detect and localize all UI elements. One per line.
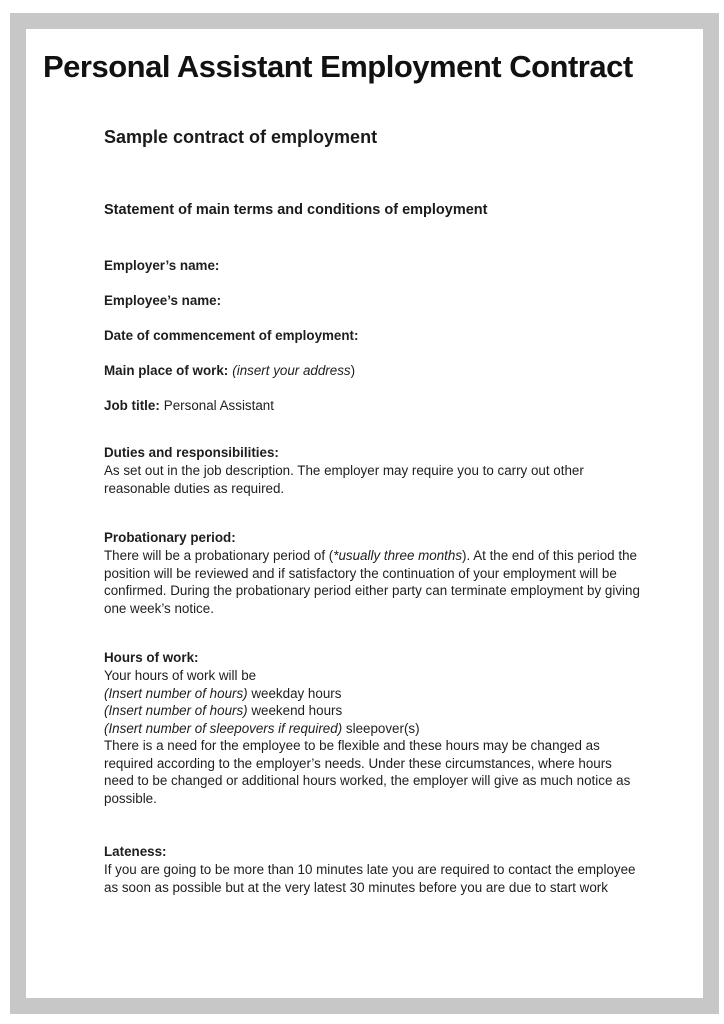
contract-subtitle: Sample contract of employment: [104, 127, 378, 147]
hours-line-weekend: [104, 702, 644, 720]
field-label: Main place of work:: [104, 363, 229, 378]
field-placeholder-close: ): [350, 363, 356, 378]
page-frame: [10, 13, 719, 1014]
contract-page: [26, 29, 703, 998]
duties-heading: Duties and responsibilities:: [104, 445, 279, 460]
probation-placeholder: *usually three months: [333, 548, 463, 563]
lateness-body: If you are going to be more than 10 minutes late you are required to contact the employee as soon as possible but at the very latest 30 minutes before you are due to start work: [104, 862, 636, 895]
probation-heading: Probationary period:: [104, 530, 236, 545]
field-commencement-date: [104, 327, 644, 345]
probation-text-post: ). At the end of this period the position will be reviewed and if satisfactory the continuation of your employment will be confirmed. During the probationary period either party can terminate employment by giving one week’s notice.: [104, 548, 640, 616]
field-label: Date of commencement of employment:: [104, 328, 359, 343]
section-probationary-period: [104, 529, 644, 617]
section-hours-of-work: [104, 649, 644, 807]
page-title: Personal Assistant Employment Contract: [43, 49, 633, 84]
field-main-place-of-work: [104, 362, 644, 380]
contract-content: [104, 126, 644, 896]
probation-body: [104, 547, 644, 617]
hours-heading: Hours of work:: [104, 650, 199, 665]
field-label: Employer’s name:: [104, 258, 220, 273]
contract-fields: [104, 257, 644, 415]
field-label: Job title:: [104, 398, 160, 413]
hours-placeholder: (Insert number of hours): [104, 703, 248, 718]
hours-line-rest: weekday hours: [247, 685, 342, 701]
hours-line-sleepovers: [104, 720, 644, 738]
section-lateness: [104, 843, 644, 896]
field-value: Personal Assistant: [163, 398, 274, 413]
field-employer-name: [104, 257, 644, 275]
hours-line-rest: sleepover(s): [342, 720, 420, 736]
statement-heading: Statement of main terms and conditions of employment: [104, 202, 488, 218]
field-job-title: [104, 397, 644, 415]
hours-flexibility-paragraph: There is a need for the employee to be flexible and these hours may be changed as required according to the employer’s needs. Under these circumstances, where hours need to be changed or additional hours worked, the employer will give as much notice as possible.: [104, 738, 631, 806]
duties-body: As set out in the job description. The employer may require you to carry out other reasonable duties as required.: [104, 463, 584, 496]
field-placeholder: (insert your address: [232, 363, 351, 378]
hours-line-weekday: [104, 685, 644, 703]
probation-text-pre: There will be a probationary period of (: [104, 548, 334, 563]
hours-line-rest: weekend hours: [247, 703, 343, 718]
hours-placeholder: (Insert number of sleepovers if required): [104, 720, 343, 736]
hours-placeholder: (Insert number of hours): [104, 685, 248, 701]
section-duties: [104, 444, 644, 497]
lateness-heading: Lateness:: [104, 844, 167, 859]
field-employee-name: [104, 292, 644, 310]
hours-intro: Your hours of work will be: [104, 668, 257, 683]
field-label: Employee’s name:: [104, 293, 222, 308]
